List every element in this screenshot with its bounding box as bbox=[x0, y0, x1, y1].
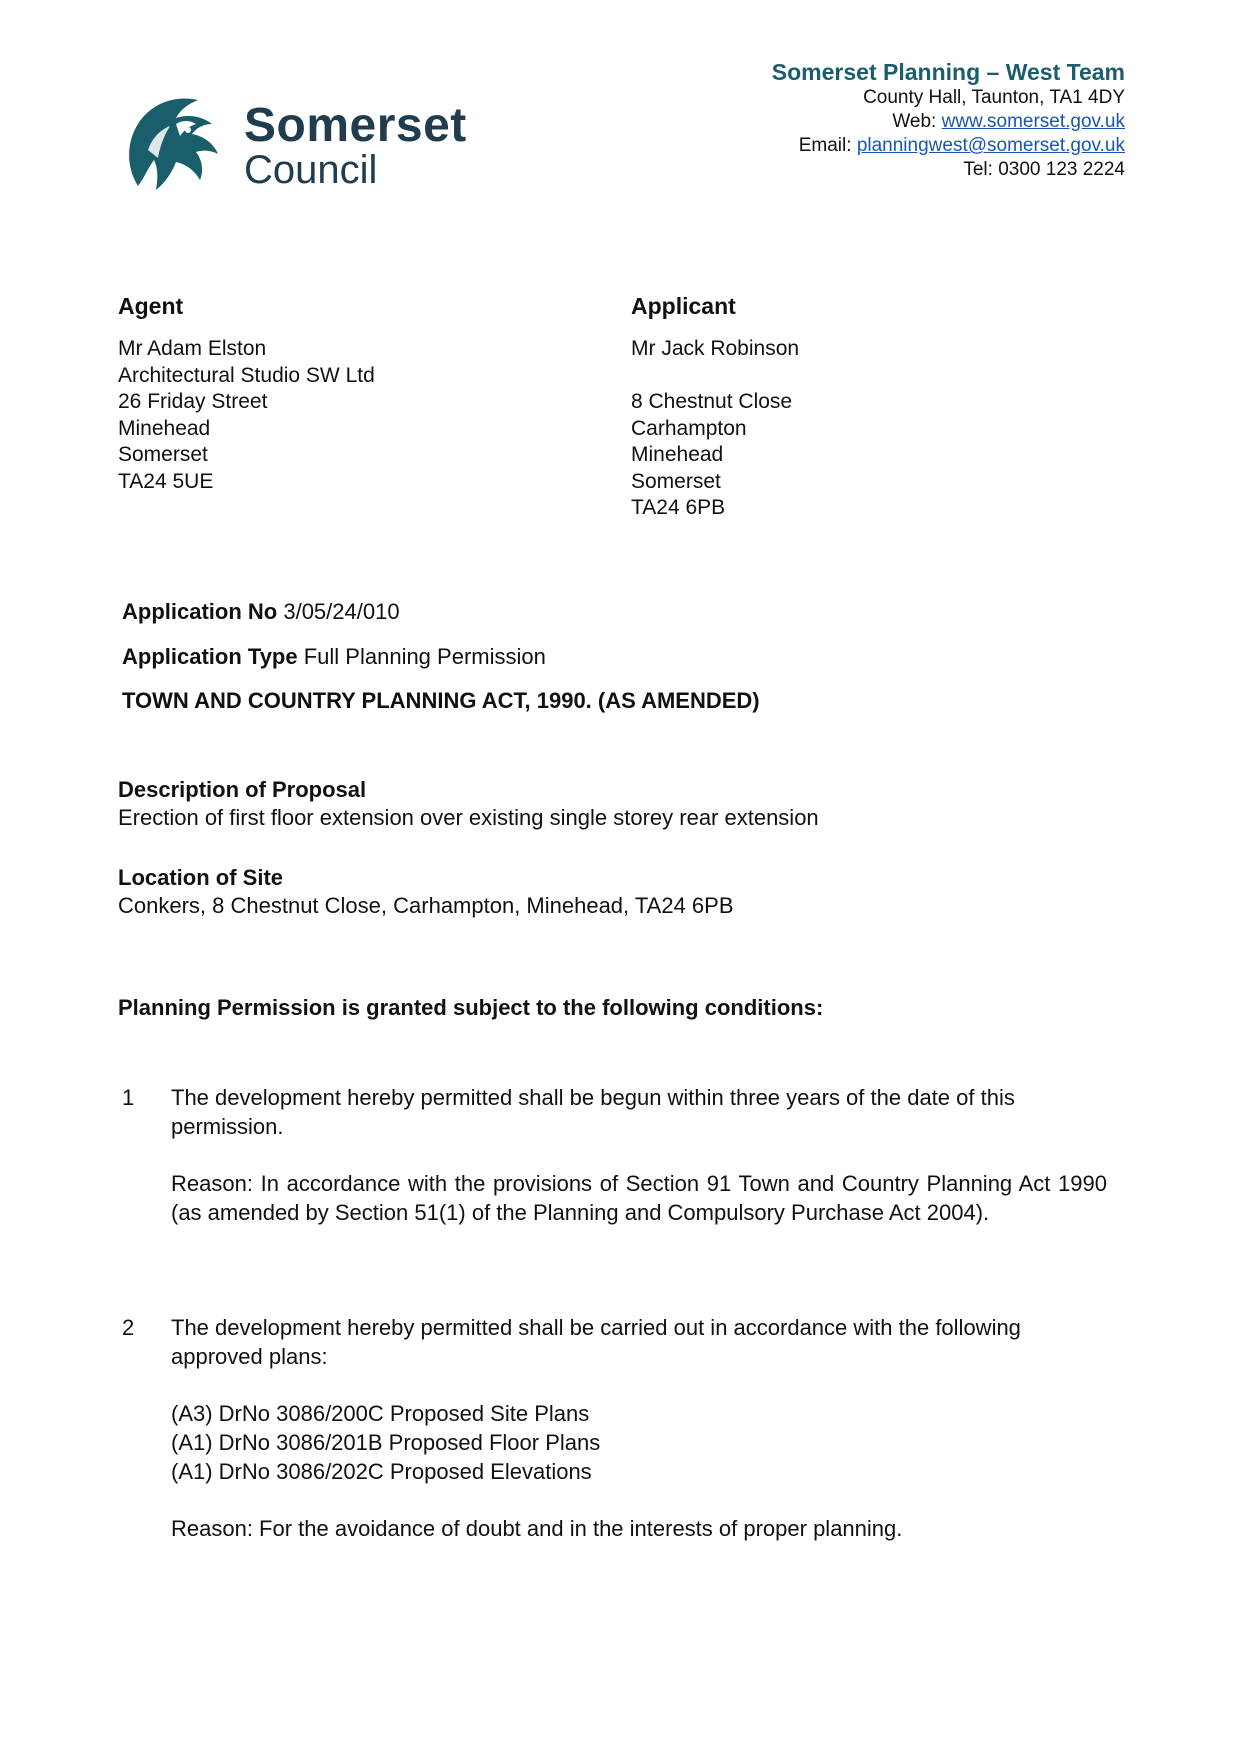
address-spacer bbox=[631, 363, 1091, 390]
somerset-council-logo bbox=[118, 90, 498, 200]
condition-body bbox=[171, 1313, 1107, 1571]
agent-address-line: 26 Friday Street bbox=[118, 390, 268, 413]
condition-number: 2 bbox=[122, 1315, 135, 1340]
agent-heading: Agent bbox=[118, 293, 184, 319]
logo-word-somerset: Somerset bbox=[244, 99, 467, 152]
applicant-name: Mr Jack Robinson bbox=[631, 337, 800, 360]
email-link[interactable]: planningwest@somerset.gov.uk bbox=[856, 135, 1125, 156]
application-number-value: 3/05/24/010 bbox=[283, 599, 400, 624]
agent-address-line: Minehead bbox=[118, 416, 211, 440]
agent-block bbox=[118, 292, 578, 495]
application-number-label: Application No bbox=[122, 599, 278, 624]
applicant-address-line: TA24 6PB bbox=[631, 496, 726, 519]
applicant-heading: Applicant bbox=[631, 293, 736, 319]
applicant-address-line: Minehead bbox=[631, 443, 724, 466]
agent-address-line: Architectural Studio SW Ltd bbox=[118, 363, 375, 387]
approved-plan: (A1) DrNo 3086/202C Proposed Elevations bbox=[171, 1459, 592, 1484]
applicant-address-line: Carhampton bbox=[631, 416, 747, 440]
proposal-section bbox=[118, 776, 1118, 832]
condition-text: The development hereby permitted shall be begun within three years of the date of this permission. bbox=[171, 1085, 1015, 1139]
approved-plan: (A3) DrNo 3086/200C Proposed Site Plans bbox=[171, 1401, 590, 1426]
applicant-address bbox=[631, 336, 1091, 522]
application-number bbox=[122, 598, 400, 626]
condition-number: 1 bbox=[122, 1085, 135, 1110]
applicant-block bbox=[631, 292, 1091, 522]
agent-address-line: Somerset bbox=[118, 443, 208, 466]
condition-reason: Reason: For the avoidance of doubt and in the interests of proper planning. bbox=[171, 1516, 903, 1541]
applicant-address-line: 8 Chestnut Close bbox=[631, 390, 793, 413]
approved-plan: (A1) DrNo 3086/201B Proposed Floor Plans bbox=[171, 1430, 601, 1455]
agent-address bbox=[118, 336, 578, 495]
email-line bbox=[605, 134, 1125, 158]
permission-heading: Planning Permission is granted subject to the following conditions: bbox=[118, 995, 824, 1020]
agent-address-line: TA24 5UE bbox=[118, 469, 214, 493]
telephone: Tel: 0300 123 2224 bbox=[963, 159, 1125, 180]
team-name: Somerset Planning – West Team bbox=[771, 59, 1125, 85]
condition-body bbox=[171, 1083, 1107, 1255]
location-text: Conkers, 8 Chestnut Close, Carhampton, Minehead, TA24 6PB bbox=[118, 893, 734, 918]
web-line bbox=[605, 110, 1125, 134]
dragon-emblem-icon bbox=[118, 90, 230, 200]
condition-text: The development hereby permitted shall be carried out in accordance with the following approved plans: bbox=[171, 1315, 1021, 1369]
council-address: County Hall, Taunton, TA1 4DY bbox=[863, 87, 1125, 108]
logo-word-council: Council bbox=[244, 148, 378, 192]
condition-reason: Reason: In accordance with the provisions of Section 91 Town and Country Planning Act 1990 (as amended by Section 51(1) of the Planning and Compulsory Purchase Act 2004). bbox=[171, 1171, 1107, 1225]
act-title: TOWN AND COUNTRY PLANNING ACT, 1990. (AS AMENDED) bbox=[122, 688, 760, 713]
location-section bbox=[118, 864, 1118, 920]
email-label: Email: bbox=[798, 135, 857, 156]
application-type bbox=[122, 643, 546, 671]
application-type-value: Full Planning Permission bbox=[303, 644, 546, 669]
proposal-text: Erection of first floor extension over existing single storey rear extension bbox=[118, 805, 819, 830]
web-link[interactable]: www.somerset.gov.uk bbox=[941, 111, 1125, 132]
proposal-heading: Description of Proposal bbox=[118, 777, 367, 802]
council-contact-block bbox=[605, 58, 1125, 182]
applicant-address-line: Somerset bbox=[631, 469, 721, 493]
approved-plans-list bbox=[171, 1399, 1107, 1486]
agent-address-line: Mr Adam Elston bbox=[118, 337, 267, 360]
location-heading: Location of Site bbox=[118, 865, 283, 890]
web-label: Web: bbox=[892, 111, 942, 132]
application-type-label: Application Type bbox=[122, 644, 298, 669]
